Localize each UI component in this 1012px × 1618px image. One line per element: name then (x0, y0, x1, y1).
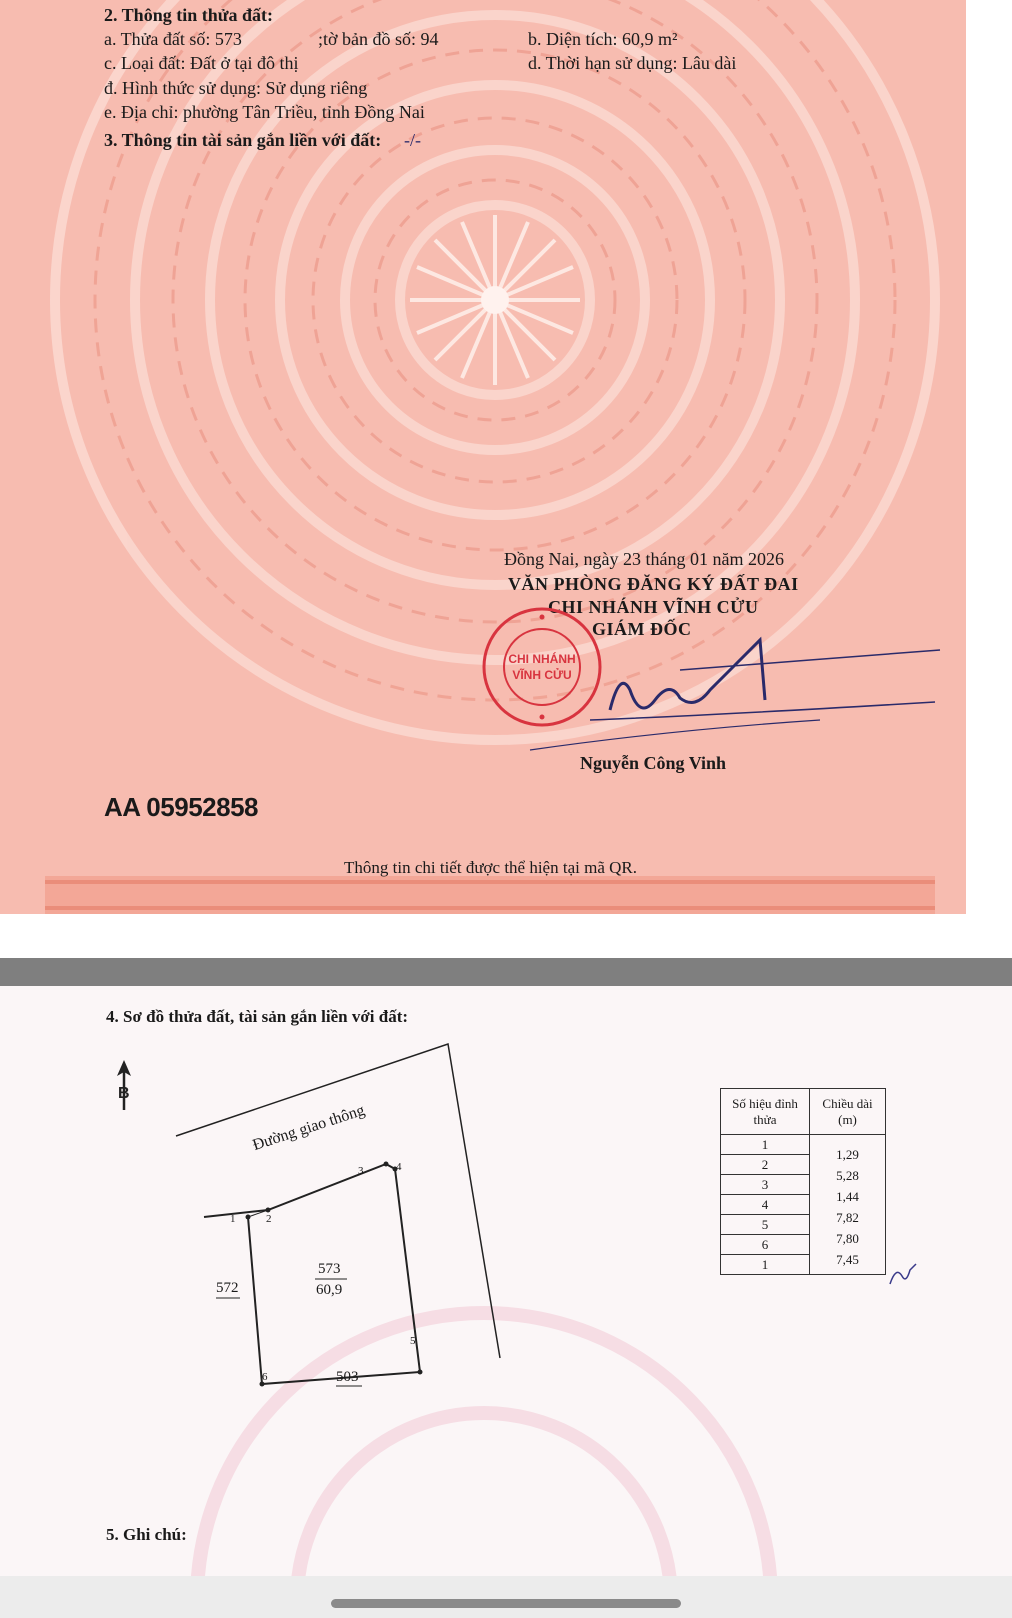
office-branch: CHI NHÁNH VĨNH CỬU (548, 597, 759, 617)
vertex-cell: 1 (721, 1255, 810, 1275)
usage-form: đ. Hình thức sử dụng: Sử dụng riêng (104, 78, 368, 98)
vertex-cell: 2 (721, 1155, 810, 1175)
length-value: 1,44 (836, 1189, 859, 1204)
vertex-label-2: 2 (266, 1213, 272, 1225)
vertex-cell: 4 (721, 1195, 810, 1215)
signer-name: Nguyễn Công Vinh (580, 753, 727, 773)
parcel-number: a. Thửa đất số: 573 (104, 29, 242, 49)
neighbor-parcel-bottom: 503 (336, 1369, 359, 1385)
vertex-label-3: 3 (358, 1165, 364, 1177)
vertex-cell: 3 (721, 1175, 810, 1195)
initials-mark (888, 1256, 918, 1296)
length-value: 7,45 (836, 1252, 859, 1267)
stamp-text-line1: CHI NHÁNH (508, 652, 576, 666)
svg-text:B: B (118, 1085, 130, 1102)
boundary-length-table (720, 1088, 886, 1275)
neighbor-parcel-left: 572 (216, 1280, 239, 1296)
home-indicator[interactable] (331, 1599, 681, 1608)
serial-number: AA 05952858 (104, 792, 258, 822)
handwritten-signature (520, 630, 960, 760)
section4-title: 4. Sơ đồ thửa đất, tài sản gắn liền với đất: (106, 1007, 409, 1026)
length-cell (810, 1135, 886, 1275)
bottom-bar (0, 1576, 1012, 1618)
vertex-label-6: 6 (262, 1371, 268, 1383)
vertex-cell: 5 (721, 1215, 810, 1235)
parcel-area-label: 60,9 (316, 1282, 343, 1298)
table-row (721, 1135, 886, 1155)
page-separator (0, 958, 1012, 986)
length-value: 7,80 (836, 1231, 859, 1246)
header-vertex: Số hiệu đỉnh thửa (721, 1089, 810, 1135)
length-value: 5,28 (836, 1168, 859, 1183)
length-value: 1,29 (836, 1147, 859, 1162)
vertex-label-5: 5 (410, 1335, 416, 1347)
road-label: Đường giao thông (250, 1101, 367, 1155)
map-sheet-number: ;tờ bản đồ số: 94 (318, 29, 439, 49)
vertex-label-1: 1 (230, 1213, 236, 1225)
parcel-area: b. Diện tích: 60,9 m² (528, 29, 678, 49)
parcel-number-label: 573 (318, 1261, 341, 1277)
table-header-row (721, 1089, 886, 1135)
signer-position: GIÁM ĐỐC (592, 619, 692, 639)
issue-date: Đồng Nai, ngày 23 tháng 01 năm 2026 (504, 549, 784, 569)
header-length: Chiều dài (m) (810, 1089, 886, 1135)
parcel-sketch (0, 986, 980, 1576)
vertex-cell: 6 (721, 1235, 810, 1255)
usage-term: d. Thời hạn sử dụng: Lâu dài (528, 53, 737, 73)
section3-title: 3. Thông tin tài sản gắn liền với đất: (104, 130, 382, 150)
section3-value: -/- (404, 130, 421, 150)
parcel-address: e. Địa chỉ: phường Tân Triều, tỉnh Đồng Nai (104, 102, 425, 122)
stamp-text-line2: VĨNH CỬU (512, 668, 572, 682)
north-arrow-icon (113, 1060, 135, 1112)
issuing-office: VĂN PHÒNG ĐĂNG KÝ ĐẤT ĐAI (508, 574, 799, 594)
qr-note: Thông tin chi tiết được thể hiện tại mã QR. (344, 858, 637, 877)
land-type: c. Loại đất: Đất ở tại đô thị (104, 53, 299, 73)
section5-title: 5. Ghi chú: (106, 1525, 187, 1544)
length-value: 7,82 (836, 1210, 859, 1225)
vertex-cell: 1 (721, 1135, 810, 1155)
section2-title: 2. Thông tin thửa đất: (104, 5, 274, 25)
vertex-label-4: 4 (396, 1161, 402, 1173)
certificate-back-page (0, 986, 1012, 1576)
